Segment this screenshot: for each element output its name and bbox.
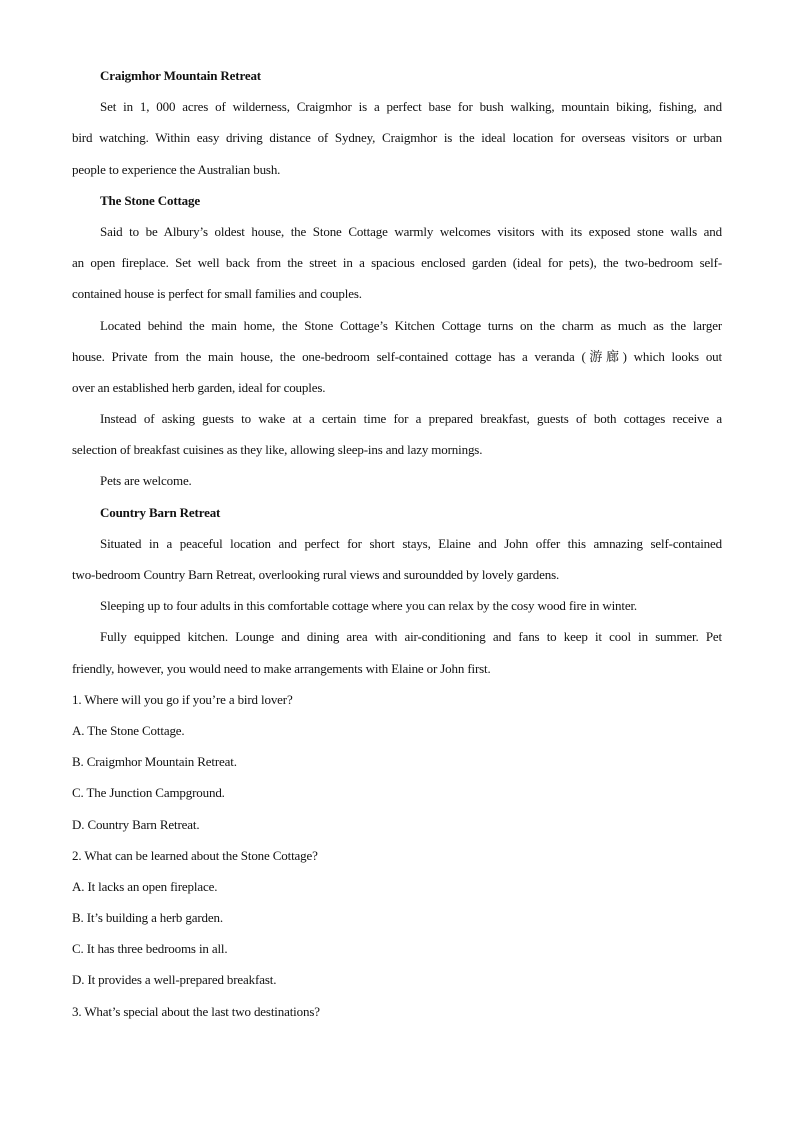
answer-option-a: A. The Stone Cottage. [72,722,185,738]
text-line: selection of breakfast cuisines as they like, allowing sleep-ins and lazy mornings. [72,442,483,458]
answer-option-c: C. It has three bedrooms in all. [72,941,228,957]
answer-option-d: D. It provides a well-prepared breakfast. [72,972,277,988]
text-line: bird watching. Within easy driving distance of Sydney, Craigmhor is the ideal location for overseas visitors or urban [72,130,722,146]
answer-option-d: D. Country Barn Retreat. [72,816,200,832]
question-stem: 3. What’s special about the last two destinations? [72,1003,320,1019]
text-line: people to experience the Australian bush. [72,161,281,177]
question-2 [72,840,722,996]
text-line: contained house is perfect for small families and couples. [72,286,362,302]
text-line: Situated in a peaceful location and perfect for short stays, Elaine and John offer this amnazing self-contained [100,535,722,551]
paragraph-country-barn-intro [72,528,722,590]
text-line: friendly, however, you would need to make arrangements with Elaine or John first. [72,660,491,676]
text-line: Fully equipped kitchen. Lounge and dining area with air-conditioning and fans to keep it cool in summer. Pet [100,629,722,645]
question-1 [72,684,722,840]
text-line: Said to be Albury’s oldest house, the Stone Cottage warmly welcomes visitors with its exposed stone walls and [100,223,722,239]
answer-option-b: B. Craigmhor Mountain Retreat. [72,754,237,770]
question-stem: 1. Where will you go if you’re a bird lover? [72,691,293,707]
paragraph-craigmhor [72,91,722,185]
paragraph-stone-cottage-intro [72,216,722,310]
heading-country-barn: Country Barn Retreat [100,504,221,520]
text-line: two-bedroom Country Barn Retreat, overlooking rural views and suroundded by lovely gardens. [72,567,560,582]
answer-option-c: C. The Junction Campground. [72,785,225,801]
text-line: Located behind the main home, the Stone Cottage’s Kitchen Cottage turns on the charm as much as the larger [100,317,722,333]
text-line: Instead of asking guests to wake at a certain time for a prepared breakfast, guests of both cottages receive a [100,411,722,427]
document-body [72,60,722,1027]
paragraph-kitchen-cottage [72,310,722,404]
question-stem: 2. What can be learned about the Stone Cottage? [72,847,318,863]
text-line: house. Private from the main house, the one-bedroom self-contained cottage has a veranda (游廊) which looks out [72,348,722,364]
paragraph-pets: Pets are welcome. [100,473,192,489]
heading-craigmhor: Craigmhor Mountain Retreat [100,68,261,83]
paragraph-sleeping: Sleeping up to four adults in this comfortable cottage where you can relax by the cosy wood fire in winter. [100,598,638,614]
answer-option-a: A. It lacks an open fireplace. [72,878,218,894]
text-line: over an established herb garden, ideal for couples. [72,379,326,395]
answer-option-b: B. It’s building a herb garden. [72,910,223,926]
text-line: Set in 1, 000 acres of wilderness, Craigmhor is a perfect base for bush walking, mountain biking, fishing, and [100,99,722,115]
question-3 [72,996,722,1027]
text-line: an open fireplace. Set well back from the street in a spacious enclosed garden (ideal for pets), the two-bedroom self- [72,255,722,271]
paragraph-breakfast [72,403,722,465]
heading-stone-cottage: The Stone Cottage [100,192,200,208]
paragraph-kitchen [72,621,722,683]
